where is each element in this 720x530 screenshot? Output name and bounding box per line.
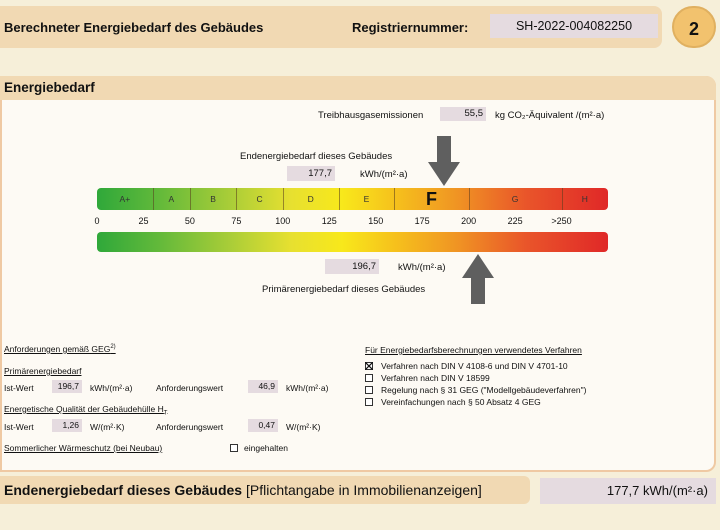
ghg-unit: kg CO₂-Äquivalent /(m²·a) (495, 110, 605, 121)
scale-tick: 0 (94, 216, 100, 226)
class-divider (562, 188, 563, 210)
energy-class-Aplus: A+ (119, 194, 131, 204)
scale-tick: 100 (275, 216, 291, 226)
method-checkbox[interactable] (365, 374, 373, 382)
scale-tick: >250 (551, 216, 572, 226)
primary-energy-bar (97, 232, 608, 252)
primaer-label: Primärenergiebedarf dieses Gebäudes (262, 284, 426, 295)
requirements-title: Anforderungen gemäß GEG$^{2)}$ (4, 344, 116, 354)
scale-tick: 125 (321, 216, 337, 226)
header-title: Berechneter Energiebedarf des Gebäudes (4, 20, 264, 35)
endenergie-label: Endenergiebedarf dieses Gebäudes (240, 151, 393, 162)
anf-unit: kWh/(m²·a) (286, 383, 329, 393)
methods-title: Für Energiebedarfsberechnungen verwendetes Verfahren (365, 345, 582, 355)
anf-label: Anforderungswert (156, 383, 224, 393)
energy-class-A: A (168, 194, 175, 204)
primaer-unit: kWh/(m²·a) (398, 262, 446, 273)
registration-number: SH-2022-004082250 (490, 14, 658, 38)
panel-title: Energiebedarf (4, 80, 95, 95)
ist2-unit: W/(m²·K) (90, 422, 125, 432)
class-divider (283, 188, 284, 210)
method-label: Regelung nach § 31 GEG ("Modellgebäudeverfahren") (381, 385, 587, 395)
anf2-label: Anforderungswert (156, 422, 224, 432)
ist2-value: 1,26 (52, 419, 82, 432)
class-divider (236, 188, 237, 210)
class-divider (153, 188, 154, 210)
ist2-label: Ist-Wert (4, 422, 34, 432)
method-checkbox[interactable] (365, 398, 373, 406)
energy-class-D: D (307, 194, 314, 204)
anf2-value: 0,47 (248, 419, 278, 432)
registration-label: Registriernummer: (352, 20, 469, 35)
ghg-value: 55,5 (440, 107, 486, 121)
class-divider (339, 188, 340, 210)
energy-class-B: B (210, 194, 216, 204)
scale-tick: 50 (184, 216, 195, 226)
bottom-value: 177,7 kWh/(m²·a) (540, 478, 716, 504)
scale-tick: 150 (368, 216, 384, 226)
energy-class-E: E (363, 194, 370, 204)
class-divider (394, 188, 395, 210)
scale-tick: 175 (414, 216, 430, 226)
class-divider (469, 188, 470, 210)
primaer-heading: Primärenergiebedarf (4, 366, 82, 376)
energy-class-G: G (511, 194, 519, 204)
endenergie-unit: kWh/(m²·a) (360, 169, 408, 180)
panel-header (0, 76, 716, 100)
summer-label: Sommerlicher Wärmeschutz (bei Neubau) (4, 443, 163, 453)
quality-heading: Energetische Qualität der Gebäudehülle $H_T$ (4, 404, 168, 417)
summer-checkbox[interactable] (230, 444, 238, 452)
method-checkbox[interactable] (365, 386, 373, 394)
method-label: Verfahren nach DIN V 18599 (381, 373, 490, 383)
scale-tick: 200 (461, 216, 477, 226)
ist-value: 196,7 (52, 380, 82, 393)
endenergie-arrow-icon (424, 136, 464, 188)
class-divider (190, 188, 191, 210)
scale-tick: 75 (231, 216, 242, 226)
ist-label: Ist-Wert (4, 383, 34, 393)
summer-check-label: eingehalten (244, 443, 288, 453)
energy-class-F: F (425, 189, 437, 209)
scale-tick: 25 (138, 216, 149, 226)
method-label: Verfahren nach DIN V 4108-6 und DIN V 4701-10 (381, 361, 568, 371)
page-number-badge: 2 (672, 6, 716, 48)
primaer-value: 196,7 (325, 259, 379, 274)
method-checkbox[interactable] (365, 362, 373, 370)
method-label: Vereinfachungen nach § 50 Absatz 4 GEG (381, 397, 541, 407)
energy-class-C: C (256, 194, 263, 204)
ghg-label: Treibhausgasemissionen (318, 110, 424, 121)
energy-class-H: H (581, 194, 588, 204)
endenergie-value: 177,7 (287, 166, 335, 181)
ist-unit: kWh/(m²·a) (90, 383, 133, 393)
bottom-title: Endenergiebedarf dieses Gebäudes [Pflichtangabe in Immobilienanzeigen] (4, 482, 482, 498)
primaer-arrow-icon (458, 254, 498, 304)
anf2-unit: W/(m²·K) (286, 422, 321, 432)
scale-tick: 225 (507, 216, 523, 226)
anf-value: 46,9 (248, 380, 278, 393)
